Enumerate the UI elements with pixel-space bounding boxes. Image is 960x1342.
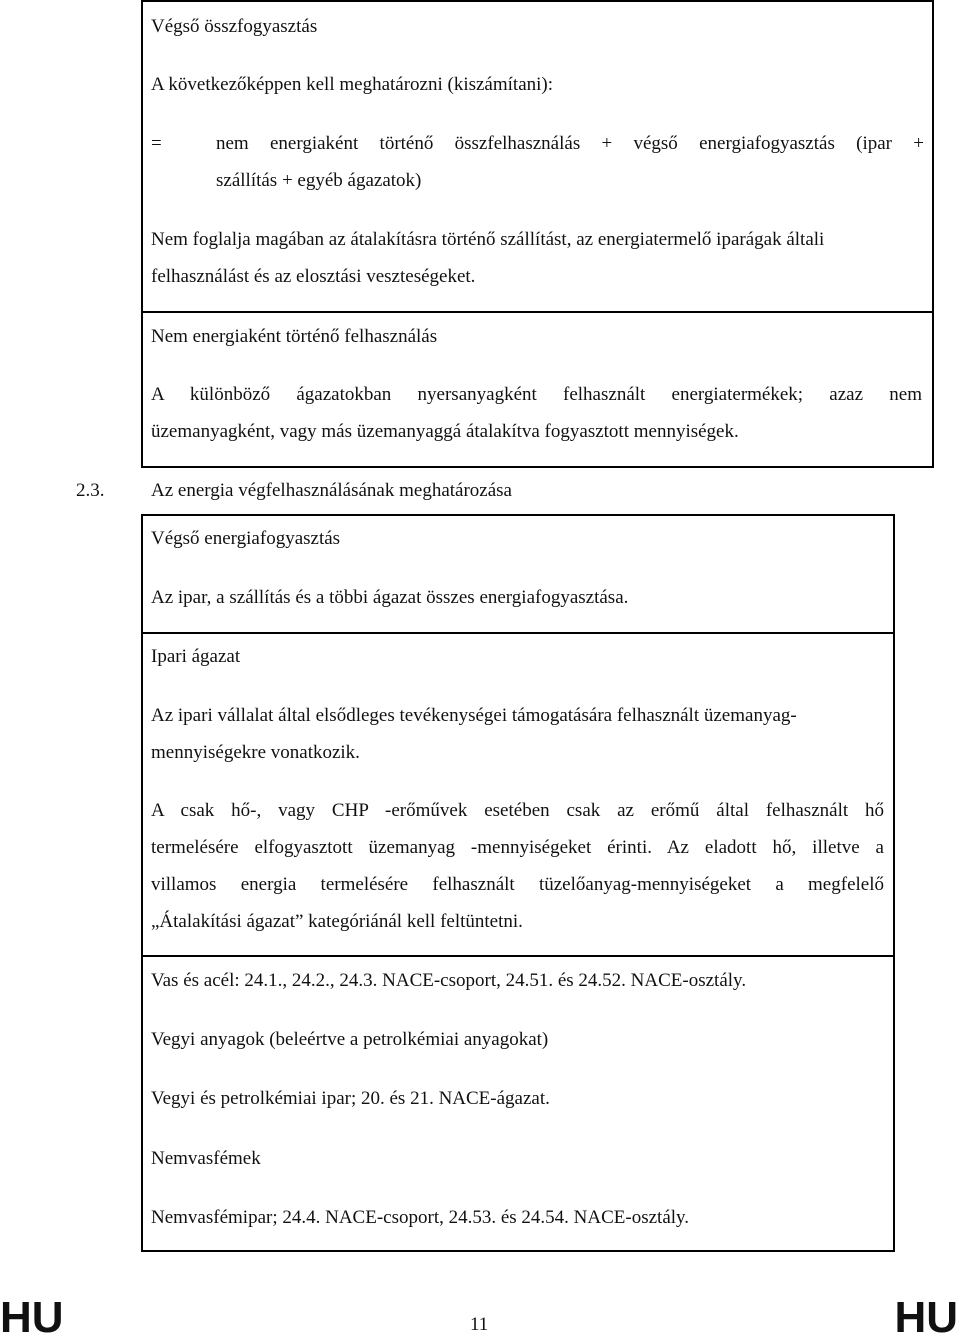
formula-line-1: nem energiaként történő összfelhasználás + végső energiafogyasztás (ipar + [216, 133, 924, 154]
formula-line-2: szállítás + egyéb ágazatok) [216, 170, 422, 191]
section-title: Az energia végfelhasználásának meghatározása [151, 480, 512, 501]
chemicals-heading: Vegyi anyagok (beleértve a petrolkémiai anyagokat) [151, 1029, 549, 1050]
industry-sector-definition-line-2: mennyiségekre vonatkozik. [151, 742, 360, 763]
formula-sign: = [151, 133, 162, 154]
section-number: 2.3. [76, 480, 105, 501]
footer-language-code-left: HU [0, 1293, 64, 1342]
non-ferrous-heading: Nemvasfémek [151, 1148, 261, 1169]
non-energy-use-definition-line-2: üzemanyagként, vagy más üzemanyaggá átalakítva fogyasztott mennyiségek. [151, 421, 739, 442]
chp-paragraph-line-4: „Átalakítási ágazat” kategóriánál kell feltüntetni. [151, 911, 523, 932]
final-energy-consumption-definition: Az ipar, a szállítás és a többi ágazat összes energiafogyasztása. [151, 587, 629, 608]
industry-sector-definition-line-1: Az ipari vállalat által elsődleges tevékenységei támogatására felhasznált üzemanyag- [151, 705, 797, 726]
chp-paragraph-line-1: A csak hő-, vagy CHP -erőművek esetében csak az erőmű által felhasznált hő [151, 800, 884, 821]
final-total-consumption-heading: Végső összfogyasztás [151, 16, 318, 37]
page-number: 11 [470, 1314, 489, 1335]
non-ferrous-definition: Nemvasfémipar; 24.4. NACE-csoport, 24.53. és 24.54. NACE-osztály. [151, 1207, 690, 1228]
exclusion-line-1: Nem foglalja magában az átalakításra történő szállítást, az energiatermelő iparágak általi [151, 229, 825, 250]
chp-paragraph-line-2: termelésére elfogyasztott üzemanyag -mennyiségeket érinti. Az eladott hő, illetve a [151, 837, 884, 858]
footer-language-code-right: HU [894, 1293, 958, 1342]
chp-paragraph-line-3: villamos energia termelésére felhasznált tüzelőanyag-mennyiségeket a megfelelő [151, 874, 884, 895]
industry-sector-heading: Ipari ágazat [151, 646, 241, 667]
calculation-intro: A következőképpen kell meghatározni (kiszámítani): [151, 74, 554, 95]
chemicals-definition: Vegyi és petrolkémiai ipar; 20. és 21. NACE-ágazat. [151, 1088, 550, 1109]
non-energy-use-definition-line-1: A különböző ágazatokban nyersanyagként felhasznált energiatermékek; azaz nem [151, 384, 922, 405]
final-energy-consumption-heading: Végső energiafogyasztás [151, 528, 341, 549]
non-energy-use-heading: Nem energiaként történő felhasználás [151, 326, 438, 347]
exclusion-line-2: felhasználást és az elosztási veszteségeket. [151, 266, 476, 287]
iron-steel-item: Vas és acél: 24.1., 24.2., 24.3. NACE-csoport, 24.51. és 24.52. NACE-osztály. [151, 970, 747, 991]
